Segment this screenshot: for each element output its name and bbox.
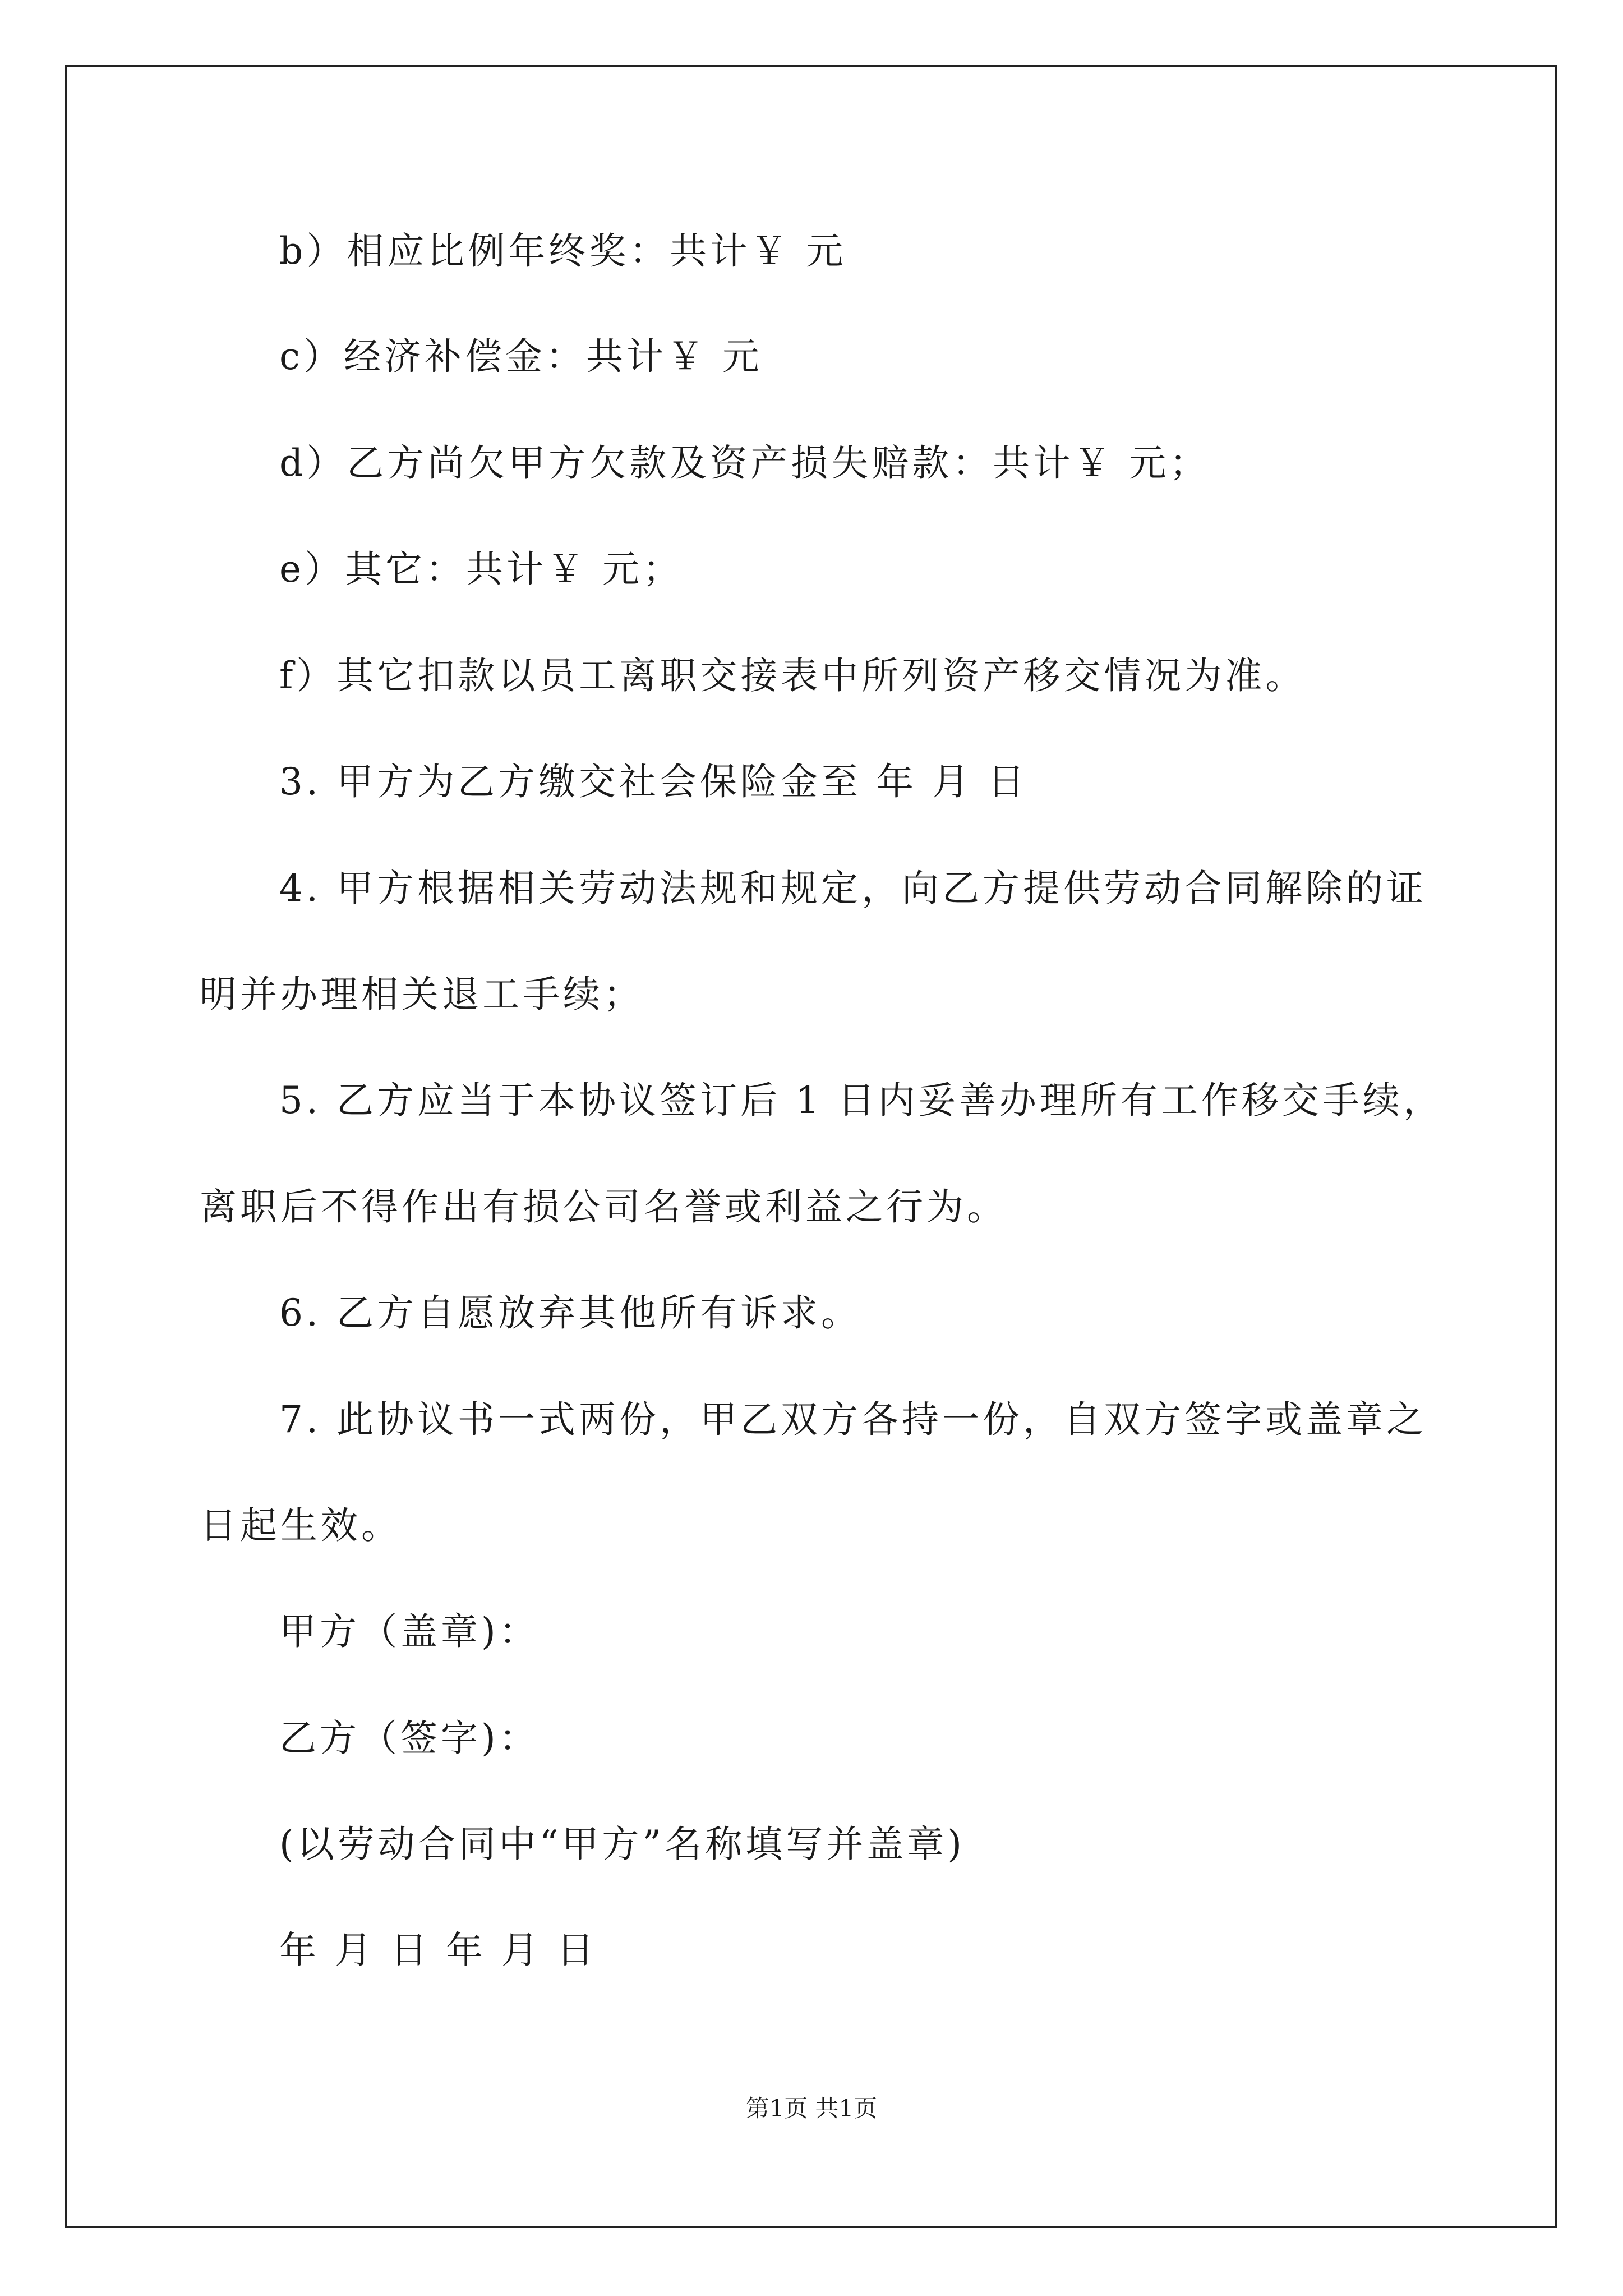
clause-5-line-2: 离职后不得作出有损公司名誉或利益之行为。 (200, 1185, 1007, 1228)
clause-7-line-1: 7. 此协议书一式两份，甲乙双方各持一份，自双方签字或盖章之 (279, 1398, 1427, 1441)
signing-dates: 年 月 日 年 月 日 (279, 1929, 597, 1972)
clause-4-line-1: 4. 甲方根据相关劳动法规和规定，向乙方提供劳动合同解除的证 (279, 867, 1427, 910)
clause-4-line-2: 明并办理相关退工手续； (200, 973, 644, 1016)
clause-3-social-insurance: 3. 甲方为乙方缴交社会保险金至 年 月 日 (279, 760, 1028, 803)
party-a-seal-label: 甲方（盖章)： (279, 1610, 540, 1653)
page-border (65, 65, 1557, 2228)
party-b-signature-label: 乙方（签字)： (279, 1717, 540, 1760)
clause-6-waiver: 6. 乙方自愿放弃其他所有诉求。 (279, 1291, 861, 1335)
item-c-severance: c）经济补偿金：共计￥ 元 (279, 335, 763, 378)
page-number-footer: 第1页 共1页 (745, 2095, 878, 2122)
seal-instruction-note: (以劳动合同中“甲方”名称填写并盖章) (279, 1823, 965, 1866)
item-b-year-end-bonus: b）相应比例年终奖：共计￥ 元 (279, 229, 847, 273)
clause-5-line-1: 5. 乙方应当于本协议签订后 1 日内妥善办理所有工作移交手续， (279, 1079, 1444, 1122)
item-e-other: e）其它：共计￥ 元； (279, 547, 684, 591)
clause-7-line-2: 日起生效。 (200, 1504, 402, 1547)
item-d-debt-compensation: d）乙方尚欠甲方欠款及资产损失赔款：共计￥ 元； (279, 441, 1210, 485)
item-f-other-deductions: f）其它扣款以员工离职交接表中所列资产移交情况为准。 (279, 654, 1306, 697)
